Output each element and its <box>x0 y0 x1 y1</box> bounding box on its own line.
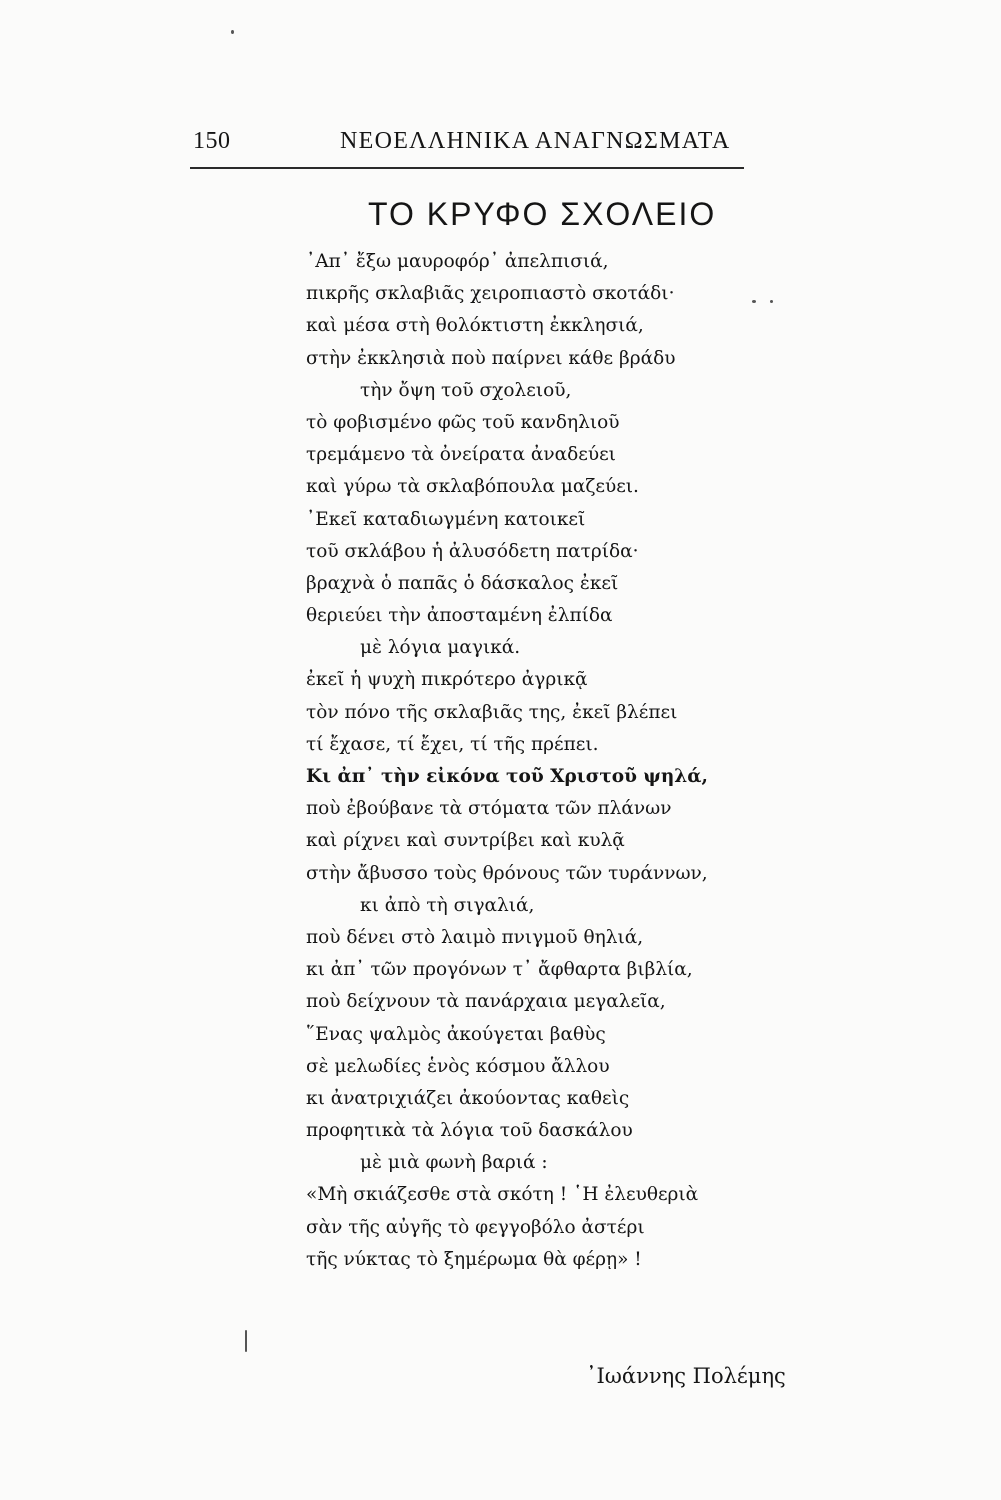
poem-line: τρεμάμενο τὰ ὀνείρατα ἀναδεύει <box>306 444 616 466</box>
poem-line: τῆς νύκτας τὸ ξημέρωμα θὰ φέρῃ» ! <box>306 1248 642 1270</box>
poem-line: ᾿Εκεῖ καταδιωγμένη κατοικεῖ <box>306 508 586 530</box>
poem-line: ποὺ ἐβούβανε τὰ στόματα τῶν πλάνων <box>306 798 672 820</box>
poem-line: τὸ φοβισμένο φῶς τοῦ κανδηλιοῦ <box>306 411 620 433</box>
poem-line: τοῦ σκλάβου ἡ ἀλυσόδετη πατρίδα· <box>306 540 639 562</box>
print-speck <box>770 300 773 303</box>
poem-line: καὶ γύρω τὰ σκλαβόπουλα μαζεύει. <box>306 476 639 498</box>
poem-line: βραχνὰ ὁ παπᾶς ὁ δάσκαλος ἐκεῖ <box>306 572 619 594</box>
page-number: 150 <box>193 128 231 154</box>
poem-line: προφητικὰ τὰ λόγια τοῦ δασκάλου <box>306 1120 633 1142</box>
poem-line: ποὺ δένει στὸ λαιμὸ πνιγμοῦ θηλιά, <box>306 926 644 948</box>
author-signature: ᾿Ιωάννης Πολέμης <box>586 1364 786 1388</box>
poem-line: ῞Ενας ψαλμὸς ἀκούγεται βαθὺς <box>306 1023 606 1045</box>
poem-line: κι ἀπ᾿ τῶν προγόνων τ᾿ ἄφθαρτα βιβλία, <box>306 959 693 981</box>
poem-line: θεριεύει τὴν ἀποσταμένη ἐλπίδα <box>306 605 613 627</box>
poem-line: στὴν ἐκκλησιὰ ποὺ παίρνει κάθε βράδυ <box>306 347 676 369</box>
poem-line: ποὺ δείχνουν τὰ πανάρχαια μεγαλεῖα, <box>306 991 666 1013</box>
poem-line: μὲ λόγια μαγικά. <box>360 637 521 659</box>
poem-line: «Μὴ σκιάζεσθε στὰ σκότη ! ῾Η ἐλευθεριὰ <box>306 1184 699 1206</box>
poem-line: κι ἀπὸ τὴ σιγαλιά, <box>360 894 535 916</box>
poem-title: ΤΟ ΚΡΥΦΟ ΣΧΟΛΕΙΟ <box>368 196 717 232</box>
poem-line: κι ἀνατριχιάζει ἀκούοντας καθεὶς <box>306 1087 630 1109</box>
poem-line: τὸν πόνο τῆς σκλαβιᾶς της, ἐκεῖ βλέπει <box>306 701 678 723</box>
print-speck <box>231 30 234 34</box>
poem-line: τὴν ὄψη τοῦ σχολειοῦ, <box>360 379 572 401</box>
poem-line: πικρῆς σκλαβιᾶς χειροπιαστὸ σκοτάδι· <box>306 283 675 305</box>
poem-line: τί ἔχασε, τί ἔχει, τί τῆς πρέπει. <box>306 733 599 755</box>
margin-mark <box>245 1330 247 1352</box>
poem-line: μὲ μιὰ φωνὴ βαριά : <box>360 1152 548 1174</box>
poem-line: Κι ἀπ᾿ τὴν εἰκόνα τοῦ Χριστοῦ ψηλά, <box>306 766 708 787</box>
poem-line: καὶ ρίχνει καὶ συντρίβει καὶ κυλᾷ <box>306 830 625 852</box>
poem-line: σὰν τῆς αὐγῆς τὸ φεγγοβόλο ἀστέρι <box>306 1216 645 1238</box>
header-rule <box>190 167 744 169</box>
print-speck <box>752 300 756 303</box>
poem-line: σὲ μελωδίες ἑνὸς κόσμου ἄλλου <box>306 1055 610 1077</box>
page-header <box>190 128 750 164</box>
running-head: ΝΕΟΕΛΛΗΝΙΚΑ ΑΝΑΓΝΩΣΜΑΤΑ <box>340 128 731 154</box>
poem-line: ᾿Απ᾿ ἔξω μαυροφόρ᾿ ἀπελπισιά, <box>306 251 609 272</box>
poem-line: καὶ μέσα στὴ θολόκτιστη ἐκκλησιά, <box>306 315 644 337</box>
poem-line: στὴν ἄβυσσο τοὺς θρόνους τῶν τυράννων, <box>306 862 708 884</box>
poem-line: ἐκεῖ ἡ ψυχὴ πικρότερο ἀγρικᾷ <box>306 669 588 691</box>
poem-body <box>306 246 786 1276</box>
